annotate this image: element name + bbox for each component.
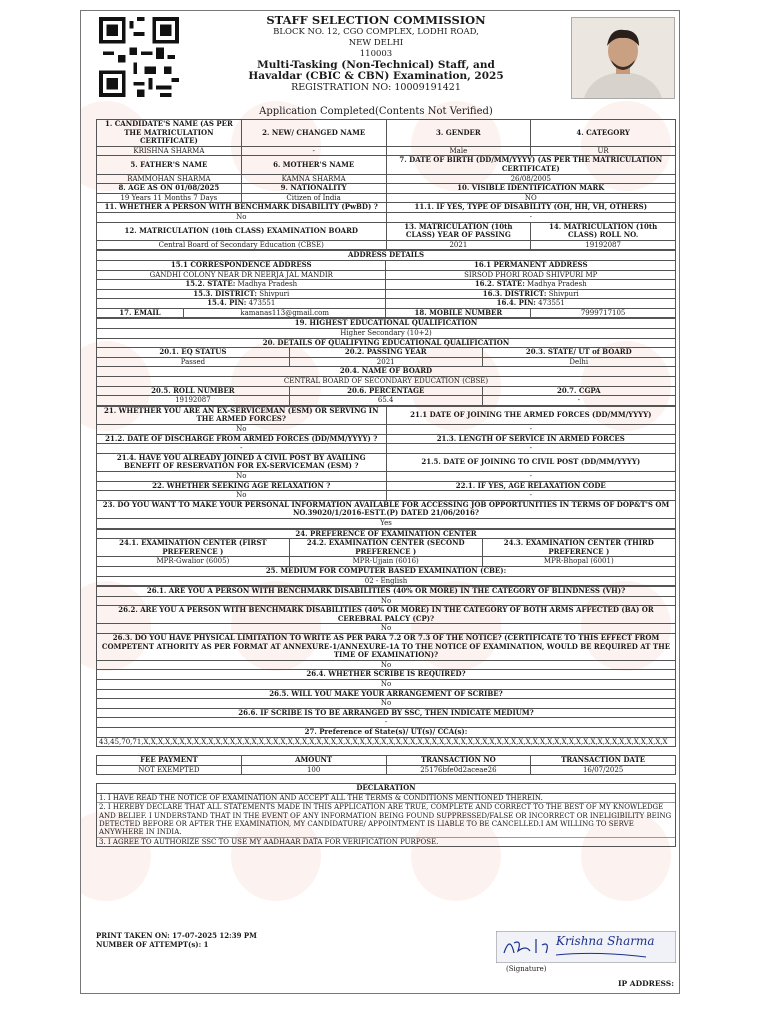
perm-pin: [386, 299, 676, 309]
label-permanent-address: 16.1 PERMANENT ADDRESS: [386, 260, 676, 270]
attempt-count: NUMBER OF ATTEMPT(s): 1: [96, 940, 209, 949]
scribe-table: [96, 586, 676, 747]
personal-details-table: [96, 119, 676, 250]
label-percentage: 20.6. PERCENTAGE: [289, 386, 482, 396]
label-pwbd: 11. WHETHER A PERSON WITH BENCHMARK DISABILITY (PwBD) ?: [97, 203, 387, 213]
label-category: 4. CATEGORY: [531, 120, 676, 147]
value-dob: 26/08/2005: [386, 174, 676, 184]
value-category: UR: [531, 146, 676, 156]
label-scribe-medium: 26.6. IF SCRIBE IS TO BE ARRANGED BY SSC, THEN INDICATE MEDIUM?: [97, 708, 676, 718]
corr-state: [97, 280, 386, 290]
label-perm-district: 16.3. DISTRICT:: [482, 289, 547, 298]
label-centre-third: 24.3. EXAMINATION CENTER (THIRD PREFERENCE ): [482, 539, 675, 557]
value-civil-post-date: -: [386, 471, 676, 481]
form-header: [81, 11, 680, 117]
qr-code-icon: [99, 17, 179, 97]
value-matric-roll: 19192087: [531, 240, 676, 250]
value-correspondence-address: GANDHI COLONY NEAR DR NEERJA JAL MANDIR: [97, 270, 386, 280]
value-scribe-required: No: [97, 680, 676, 690]
value-fee-payment: NOT EXEMPTED: [97, 765, 242, 775]
value-corr-state: Madhya Pradesh: [237, 280, 298, 289]
label-transaction-date: TRANSACTION DATE: [531, 756, 676, 766]
value-relaxation-code: -: [386, 491, 676, 501]
value-candidate-name: KRISHNA SHARMA: [97, 146, 242, 156]
value-age: 19 Years 11 Months 7 Days: [97, 193, 242, 203]
address-table: [96, 250, 676, 318]
value-exam-medium: 02 - English: [97, 576, 676, 586]
registration-number: REGISTRATION NO: 10009191421: [291, 82, 461, 93]
value-civil-post: No: [97, 471, 387, 481]
label-exam-medium: 25. MEDIUM FOR COMPUTER BASED EXAMINATION (CBE):: [97, 566, 676, 576]
value-perm-pin: 473551: [538, 299, 565, 308]
label-centre-first: 24.1. EXAMINATION CENTER (FIRST PREFERENCE ): [97, 539, 290, 557]
label-service-length: 21.3. LENGTH OF SERVICE IN ARMED FORCES: [386, 434, 676, 444]
label-fee-payment: FEE PAYMENT: [97, 756, 242, 766]
value-scribe-medium: -: [97, 718, 676, 728]
photo-person-icon: [572, 18, 674, 98]
label-disability-type: 11.1. IF YES, TYPE OF DISABILITY (OH, HH, VH, OTHERS): [386, 203, 676, 213]
label-correspondence-address: 15.1 CORRESPONDENCE ADDRESS: [97, 260, 386, 270]
label-nationality: 9. NATIONALITY: [241, 184, 386, 194]
label-cgpa: 20.7. CGPA: [482, 386, 675, 396]
label-corr-pin: 15.4. PIN:: [207, 298, 247, 308]
signature-image: [496, 931, 676, 963]
value-father-name: RAMMOHAN SHARMA: [97, 174, 242, 184]
label-matric-board: 12. MATRICULATION (10th CLASS) EXAMINATION BOARD: [97, 222, 387, 240]
label-perm-state: 16.2. STATE:: [474, 279, 525, 289]
signature-label: (Signature): [506, 965, 547, 973]
label-amount: AMOUNT: [241, 756, 386, 766]
value-perm-state: Madhya Pradesh: [527, 280, 587, 289]
education-table: [96, 318, 676, 405]
label-state-ut: 20.3. STATE/ UT of BOARD: [482, 348, 675, 358]
label-email: 17. EMAIL: [97, 308, 184, 318]
form-footer: [96, 931, 676, 991]
label-scribe-required: 26.4. WHETHER SCRIBE IS REQUIRED?: [97, 670, 676, 680]
label-state-preference: 27. Preference of State(s)/ UT(s)/ CCA(s):: [97, 728, 676, 738]
declaration-line-1: 1. I HAVE READ THE NOTICE OF EXAMINATION AND ACCEPT ALL THE TERMS & CONDITIONS MENTIONED THEREIN.: [97, 794, 675, 803]
label-eq-status: 20.1. EQ STATUS: [97, 348, 290, 358]
application-form: [80, 10, 680, 994]
label-qualification-details: 20. DETAILS OF QUALIFYING EDUCATIONAL QUALIFICATION: [97, 338, 676, 348]
print-timestamp: PRINT TAKEN ON: 17-07-2025 12:39 PM: [96, 931, 257, 940]
label-ex-serviceman: 21. WHETHER YOU ARE AN EX-SERVICEMAN (ESM) OR SERVING IN THE ARMED FORCES?: [97, 406, 387, 424]
value-age-relaxation: No: [97, 491, 387, 501]
value-changed-name: -: [241, 146, 386, 156]
value-discharge-date: -: [97, 444, 387, 454]
value-physical-limitation: No: [97, 660, 676, 670]
label-matric-roll: 14. MATRICULATION (10th CLASS) ROLL NO.: [531, 222, 676, 240]
form-content: [96, 119, 676, 847]
corr-pin: [97, 299, 386, 309]
label-candidate-name: 1. CANDIDATE'S NAME (AS PER THE MATRICULATION CERTIFICATE): [97, 120, 242, 147]
value-arms-affected: No: [97, 624, 676, 634]
label-physical-limitation: 26.3. DO YOU HAVE PHYSICAL LIMITATION TO WRITE AS PER PARA 7.2 OR 7.3 OF THE NOTICE? (CERTIFICATE TO THIS EFFECT FROM COMPETENT ATHORITY AS PER FORMAT AT ANNEXURE-1/ANNEXURE-1A TO THE NOTICE OF EXAMINATION, WOULD BE REQUIRED AT THE TIME OF EXAMINATION)?: [97, 634, 676, 661]
org-name: STAFF SELECTION COMMISSION: [266, 13, 486, 27]
value-disability-type: -: [386, 212, 676, 222]
address-title: ADDRESS DETAILS: [97, 251, 676, 261]
perm-district: [386, 289, 676, 299]
label-matric-year: 13. MATRICULATION (10th CLASS) YEAR OF PASSING: [386, 222, 531, 240]
value-ex-serviceman: No: [97, 425, 387, 435]
perm-state: [386, 280, 676, 290]
label-own-scribe: 26.5. WILL YOU MAKE YOUR ARRANGEMENT OF SCRIBE?: [97, 689, 676, 699]
label-centre-preference: 24. PREFERENCE OF EXAMINATION CENTER: [97, 529, 676, 539]
value-centre-third: MPR-Bhopal (6001): [482, 557, 675, 567]
value-pwbd: No: [97, 212, 387, 222]
value-percentage: 65.4: [289, 396, 482, 406]
label-centre-second: 24.2. EXAMINATION CENTER (SECOND PREFERENCE ): [289, 539, 482, 557]
value-state-preference: 43,45,70,71,X,X,X,X,X,X,X,X,X,X,X,X,X,X,X,X,X,X,X,X,X,X,X,X,X,X,X,X,X,X,X,X,X,X,X,X,X,X,X,X,X,X,X,X,X,X,X,X,X,X,X,X,X,X,X,X,X,X,X,X,X,X,X,X,X,X,X,X,X,X,X,X,X: [97, 737, 676, 747]
label-discharge-date: 21.2. DATE OF DISCHARGE FROM ARMED FORCES (DD/MM/YYYY) ?: [97, 434, 387, 444]
value-mother-name: KAMNA SHARMA: [241, 174, 386, 184]
service-table: [96, 406, 676, 529]
label-transaction-no: TRANSACTION NO: [386, 756, 531, 766]
label-blindness: 26.1. ARE YOU A PERSON WITH BENCHMARK DISABILITIES (40% OR MORE) IN THE CATEGORY OF BLINDNESS (VH)?: [97, 587, 676, 597]
value-centre-second: MPR-Ujjain (6016): [289, 557, 482, 567]
value-perm-district: Shivpuri: [548, 289, 579, 298]
ip-address: IP ADDRESS:: [618, 979, 674, 988]
application-status: Application Completed(Contents Not Verified): [259, 106, 493, 117]
label-age-relaxation: 22. WHETHER SEEKING AGE RELAXATION ?: [97, 481, 387, 491]
value-nationality: Citizen of India: [241, 193, 386, 203]
value-email: kamanas113@gmail.com: [183, 308, 386, 318]
centre-table: [96, 529, 676, 587]
label-arms-affected: 26.2. ARE YOU A PERSON WITH BENCHMARK DISABILITIES (40% OR MORE) IN THE CATEGORY OF BOTH ARMS AFFECTED (BA) OR CEREBRAL PALCY (CP)?: [97, 606, 676, 624]
label-join-armed-forces: 21.1 DATE OF JOINING THE ARMED FORCES (DD/MM/YYYY): [386, 406, 676, 424]
header-text: [191, 13, 561, 93]
payment-table: [96, 755, 676, 775]
value-matric-board: Central Board of Secondary Education (CBSE): [97, 240, 387, 250]
value-permanent-address: SIRSOD PHORI ROAD SHIVPURI MP: [386, 270, 676, 280]
exam-name-1: Multi-Tasking (Non-Technical) Staff, and: [257, 59, 495, 71]
label-roll-number: 20.5. ROLL NUMBER: [97, 386, 290, 396]
declaration-line-3: 3. I AGREE TO AUTHORIZE SSC TO USE MY AADHAAR DATA FOR VERIFICATION PURPOSE.: [99, 837, 439, 846]
label-mother-name: 6. MOTHER'S NAME: [241, 156, 386, 174]
label-father-name: 5. FATHER'S NAME: [97, 156, 242, 174]
value-transaction-no: 25176bfe0d2aceae26: [386, 765, 531, 775]
value-roll-number: 19192087: [97, 396, 290, 406]
signature-icon: [496, 931, 676, 963]
label-corr-district: 15.3. DISTRICT:: [193, 289, 257, 298]
exam-name-2: Havaldar (CBIC & CBN) Examination, 2025: [248, 70, 504, 82]
org-pin: 110003: [359, 49, 393, 59]
label-gender: 3. GENDER: [386, 120, 531, 147]
signature-text: Krishna Sharma: [556, 934, 655, 948]
value-transaction-date: 16/07/2025: [531, 765, 676, 775]
value-corr-pin: 473551: [248, 299, 276, 308]
value-join-armed-forces: -: [386, 425, 676, 435]
value-cgpa: -: [482, 396, 675, 406]
label-passing-year: 20.2. PASSING YEAR: [289, 348, 482, 358]
label-perm-pin: 16.4. PIN:: [496, 298, 536, 308]
label-identification-mark: 10. VISIBLE IDENTIFICATION MARK: [386, 184, 676, 194]
candidate-photo: [571, 17, 675, 99]
value-own-scribe: No: [97, 699, 676, 709]
value-matric-year: 2021: [386, 240, 531, 250]
value-gender: Male: [386, 146, 531, 156]
org-address-1: BLOCK NO. 12, CGO COMPLEX, LODHI ROAD,: [273, 27, 479, 37]
label-share-info: 23. DO YOU WANT TO MAKE YOUR PERSONAL INFORMATION AVAILABLE FOR ACCESSING JOB OPPORTUNITIES IN TERMS OF DOP&T'S OM NO.39020/1/2016-ESTT.(P) DATED 21/06/2016?: [97, 500, 676, 518]
corr-district: [97, 289, 386, 299]
value-amount: 100: [241, 765, 386, 775]
value-mobile: 7999717105: [531, 308, 676, 318]
value-corr-district: Shivpuri: [259, 289, 290, 298]
label-changed-name: 2. NEW/ CHANGED NAME: [241, 120, 386, 147]
declaration-box: [96, 783, 676, 847]
label-age: 8. AGE AS ON 01/08/2025: [97, 184, 242, 194]
value-share-info: Yes: [97, 518, 676, 528]
value-blindness: No: [97, 596, 676, 606]
org-address-2: NEW DELHI: [348, 38, 404, 48]
declaration-title: DECLARATION: [97, 784, 675, 793]
value-state-ut: Delhi: [482, 357, 675, 367]
value-passing-year: 2021: [289, 357, 482, 367]
declaration-line-2: 2. I HEREBY DECLARE THAT ALL STATEMENTS MADE IN THIS APPLICATION ARE TRUE, COMPLETE AND CORRECT TO THE BEST OF MY KNOWLEDGE AND BELIEF. I UNDERSTAND THAT IN THE EVENT OF ANY INFORMATION BEING FOUND SUPPRESSED/FALSE OR INCORRECT OR INELIGIBILITY BEING DETECTED BEFORE OR AFTER THE EXAMINATION, MY CANDIDATURE/ APPOINTMENT IS LIABLE TO BE CANCELLED.I AM WILLING TO SERVE ANYWHERE IN INDIA.: [97, 803, 675, 838]
label-civil-post-date: 21.5. DATE OF JOINING TO CIVIL POST (DD/MM/YYYY): [386, 453, 676, 471]
value-highest-qualification: Higher Secondary (10+2): [97, 329, 676, 339]
label-relaxation-code: 22.1. IF YES, AGE RELAXATION CODE: [386, 481, 676, 491]
label-civil-post: 21.4. HAVE YOU ALREADY JOINED A CIVIL POST BY AVAILING BENEFIT OF RESERVATION FOR EX-SERVICEMAN (ESM) ?: [97, 453, 387, 471]
label-board-name: 20.4. NAME OF BOARD: [97, 367, 676, 377]
label-mobile: 18. MOBILE NUMBER: [386, 308, 531, 318]
label-corr-state: 15.2. STATE:: [185, 279, 236, 289]
value-service-length: -: [386, 444, 676, 454]
label-highest-qualification: 19. HIGHEST EDUCATIONAL QUALIFICATION: [97, 319, 676, 329]
value-board-name: CENTRAL BOARD OF SECONDARY EDUCATION (CBSE): [97, 377, 676, 387]
value-identification-mark: NO: [386, 193, 676, 203]
value-eq-status: Passed: [97, 357, 290, 367]
value-centre-first: MPR-Gwalior (6005): [97, 557, 290, 567]
label-dob: 7. DATE OF BIRTH (DD/MM/YYYY) (AS PER THE MATRICULATION CERTIFICATE): [386, 156, 676, 174]
